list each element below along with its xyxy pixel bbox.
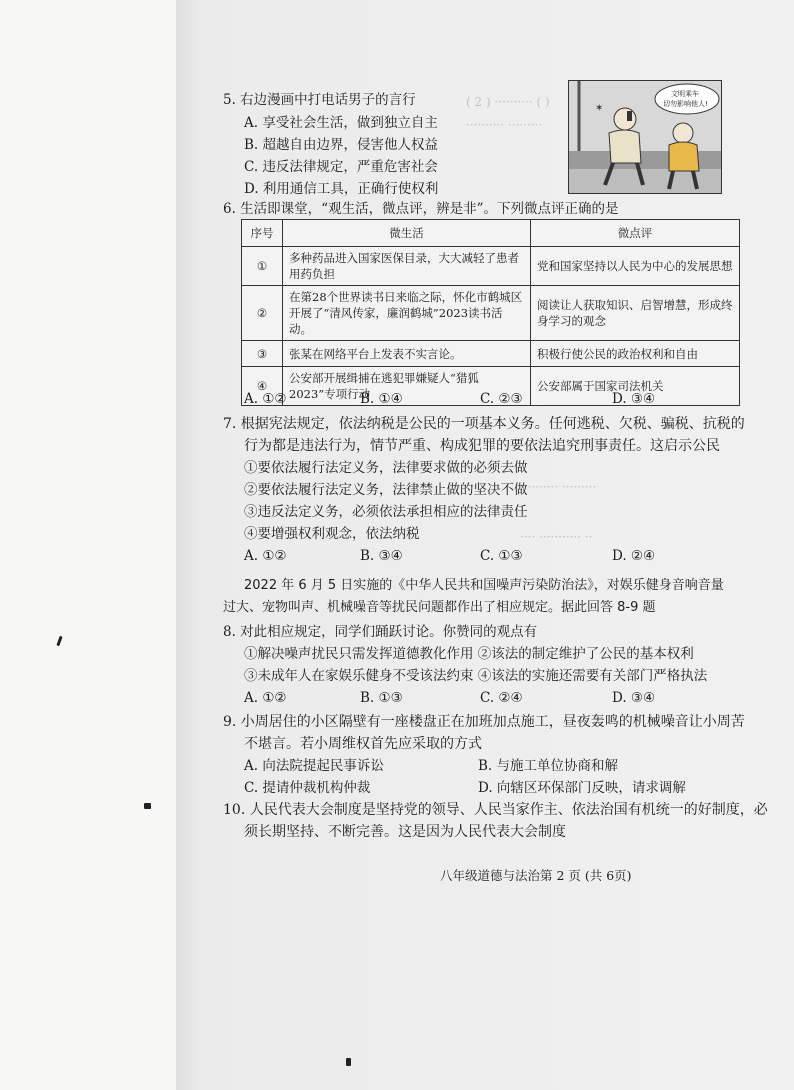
q10-stem-line1: 10. 人民代表大会制度是坚持党的领导、人民当家作主、依法治国有机统一的好制度，必 bbox=[223, 802, 768, 818]
q7-option-c: C. ①③ bbox=[480, 548, 523, 564]
comic-caption-2: 切勿影响他人! bbox=[663, 100, 708, 108]
q9-option-c: C. 提请仲裁机构仲裁 bbox=[244, 780, 371, 796]
material-line2: 过大、宠物叫声、机械噪音等扰民问题都作出了相应规定。据此回答 8-9 题 bbox=[223, 600, 656, 615]
header-no: 序号 bbox=[242, 220, 283, 247]
row-comment: 党和国家坚持以人民为中心的发展思想 bbox=[531, 247, 740, 286]
q5-option-d: D. 利用通信工具，正确行使权利 bbox=[244, 181, 439, 197]
q5-option-b: B. 超越自由边界，侵害他人权益 bbox=[244, 137, 439, 153]
q9-stem-line1: 9. 小周居住的小区隔壁有一座楼盘正在加班加点施工，昼夜轰鸣的机械噪音让小周苦 bbox=[223, 714, 745, 730]
q9-option-a: A. 向法院提起民事诉讼 bbox=[244, 758, 384, 774]
q5-option-a: A. 享受社会生活，做到独立自主 bbox=[244, 115, 438, 131]
q8-option-b: B. ①③ bbox=[360, 690, 403, 706]
comic-illustration bbox=[568, 80, 722, 194]
q7-statement-4: ④要增强权利观念，依法纳税 bbox=[244, 526, 420, 542]
q7-statement-1: ①要依法履行法定义务，法律要求做的必须去做 bbox=[244, 460, 528, 476]
q9-option-b: B. 与施工单位协商和解 bbox=[478, 758, 619, 774]
table-header-row bbox=[242, 220, 740, 247]
table-row bbox=[242, 286, 740, 341]
row-life: 公安部开展缉捕在逃犯罪嫌疑人“猎狐2023”专项行动 bbox=[283, 367, 531, 406]
header-comment: 微点评 bbox=[531, 220, 740, 247]
q6-option-b: B. ①④ bbox=[360, 391, 403, 407]
q7-statement-3: ③违反法定义务，必须依法承担相应的法律责任 bbox=[244, 504, 528, 520]
bleed-through-mark: ·········· ········· bbox=[466, 118, 543, 132]
q7-stem-line1: 7. 根据宪法规定，依法纳税是公民的一项基本义务。任何逃税、欠税、骗税、抗税的 bbox=[223, 416, 745, 432]
row-life: 多种药品进入国家医保目录，大大减轻了患者用药负担 bbox=[283, 247, 531, 286]
q8-statements-line2: ③未成年人在家娱乐健身不受该法约束 ④该法的实施还需要有关部门严格执法 bbox=[244, 668, 708, 684]
page-footer: 八年级道德与法治第 2 页 (共 6页) bbox=[440, 868, 632, 883]
q6-option-a: A. ①② bbox=[244, 391, 287, 407]
q7-option-b: B. ③④ bbox=[360, 548, 403, 564]
row-comment: 公安部属于国家司法机关 bbox=[531, 367, 740, 406]
row-life: 张某在网络平台上发表不实言论。 bbox=[283, 341, 531, 367]
q6-table bbox=[241, 219, 740, 406]
comic-caption-1: 文明乘车 bbox=[671, 90, 699, 98]
table-row bbox=[242, 341, 740, 367]
q9-stem-line2: 不堪言。若小周维权首先应采取的方式 bbox=[244, 736, 482, 752]
scan-speck bbox=[144, 803, 151, 809]
q7-option-d: D. ②④ bbox=[612, 548, 656, 564]
table-row bbox=[242, 247, 740, 286]
scan-margin bbox=[0, 0, 176, 1090]
bleed-through-mark: ( 2 ) ·········· ( ) bbox=[466, 95, 550, 109]
q7-stem-line2: 行为都是违法行为，情节严重、构成犯罪的要依法追究刑事责任。这启示公民 bbox=[244, 438, 720, 454]
q6-stem: 6. 生活即课堂，“观生活，微点评，辨是非”。下列微点评正确的是 bbox=[223, 201, 619, 217]
q8-option-d: D. ③④ bbox=[612, 690, 656, 706]
bleed-through-mark: ·········· ········· bbox=[520, 480, 597, 494]
svg-text:✶: ✶ bbox=[595, 103, 604, 114]
q5-stem: 5. 右边漫画中打电话男子的言行 bbox=[223, 92, 416, 108]
row-life: 在第28个世界读书日来临之际，怀化市鹤城区开展了“清风传家，廉润鹤城”2023读书活动。 bbox=[283, 286, 531, 341]
q8-option-a: A. ①② bbox=[244, 690, 287, 706]
row-comment: 积极行使公民的政治权利和自由 bbox=[531, 341, 740, 367]
comic-drawing bbox=[569, 81, 721, 193]
q5-option-c: C. 违反法律规定，严重危害社会 bbox=[244, 159, 438, 175]
material-line1: 2022 年 6 月 5 日实施的《中华人民共和国噪声污染防治法》，对娱乐健身音响音量 bbox=[244, 578, 724, 593]
header-life: 微生活 bbox=[283, 220, 531, 247]
row-no: ② bbox=[242, 286, 283, 341]
q6-option-d: D. ③④ bbox=[612, 391, 656, 407]
q8-stem: 8. 对此相应规定，同学们踊跃讨论。你赞同的观点有 bbox=[223, 624, 538, 640]
q10-stem-line2: 须长期坚持、不断完善。这是因为人民代表大会制度 bbox=[244, 824, 566, 840]
row-no: ③ bbox=[242, 341, 283, 367]
row-no: ④ bbox=[242, 367, 283, 406]
q8-statements-line1: ①解决噪声扰民只需发挥道德教化作用 ②该法的制定维护了公民的基本权利 bbox=[244, 646, 694, 662]
bleed-through-mark: ···· ··········· ·· bbox=[520, 530, 593, 544]
q9-option-d: D. 向辖区环保部门反映，请求调解 bbox=[478, 780, 686, 796]
scan-speck bbox=[346, 1058, 351, 1066]
q7-option-a: A. ①② bbox=[244, 548, 287, 564]
row-no: ① bbox=[242, 247, 283, 286]
q7-statement-2: ②要依法履行法定义务，法律禁止做的坚决不做 bbox=[244, 482, 528, 498]
row-comment: 阅读让人获取知识、启智增慧，形成终身学习的观念 bbox=[531, 286, 740, 341]
q6-option-c: C. ②③ bbox=[480, 391, 523, 407]
q8-option-c: C. ②④ bbox=[480, 690, 523, 706]
